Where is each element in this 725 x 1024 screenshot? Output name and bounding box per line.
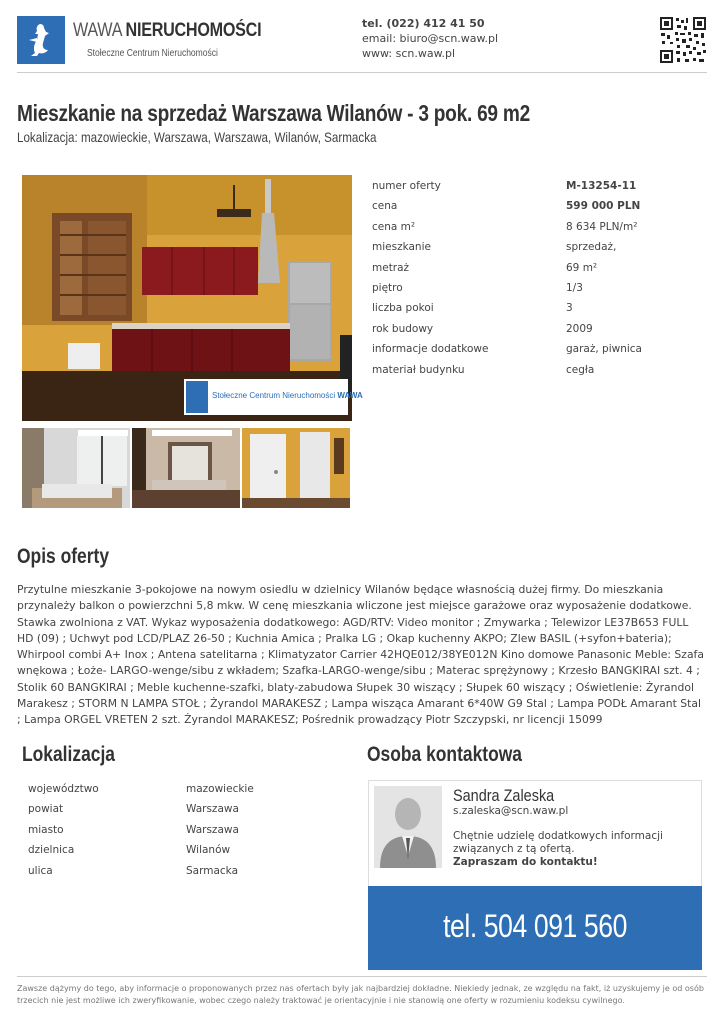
location-value: Warszawa	[186, 823, 239, 836]
location-table	[28, 783, 328, 885]
location-line: Lokalizacja: mazowieckie, Warszawa, Warszawa, Wilanów, Sarmacka	[17, 129, 377, 145]
photo-watermark	[184, 379, 363, 415]
watermark-text: Stołeczne Centrum Nieruchomości WAWA	[212, 391, 363, 400]
header-email[interactable]: email: biuro@scn.waw.pl	[362, 32, 499, 45]
agent-name: Sandra Zaleska	[453, 786, 555, 805]
detail-value: cegła	[566, 363, 595, 376]
agent-cta: Zapraszam do kontaktu!	[453, 856, 598, 868]
agent-phone[interactable]: tel. 504 091 560	[443, 908, 627, 944]
detail-value: 3	[566, 302, 573, 315]
location-heading: Lokalizacja	[22, 743, 116, 766]
detail-label: rok budowy	[372, 322, 434, 335]
offer-details	[372, 178, 672, 382]
location-row	[28, 803, 328, 823]
detail-row	[372, 260, 672, 280]
detail-value: garaż, piwnica	[566, 343, 642, 356]
photo-thumbnail-3[interactable]	[242, 428, 350, 508]
footer-disclaimer: Zawsze dążymy do tego, aby informacje o proponowanych przez nas ofertach były jak najbardziej dokładne. Niekiedy jednak, ze względu na fakt, iż uzyskujemy je od osób trzecich nie jest możliwe ich zweryfikowanie, wobec czego należy traktować je orientacyjnie i nie stanowią one oferty w rozumieniu kodeksu cywilnego.	[17, 984, 704, 1005]
header-divider	[17, 72, 707, 73]
location-value: Warszawa	[186, 803, 239, 816]
detail-row	[372, 280, 672, 300]
header-contact	[362, 16, 498, 61]
header-website[interactable]: www: scn.waw.pl	[362, 47, 456, 60]
location-value: Wilanów	[186, 844, 231, 857]
detail-row	[372, 219, 672, 239]
detail-value: 8 634 PLN/m²	[566, 220, 638, 233]
detail-label: liczba pokoi	[372, 302, 434, 315]
location-row	[28, 844, 328, 864]
person-silhouette-icon	[374, 786, 442, 868]
page-header	[17, 16, 707, 72]
mermaid-logo-icon	[17, 16, 65, 64]
footer-divider	[17, 976, 707, 977]
watermark-logo-icon	[186, 381, 208, 413]
detail-label: metraż	[372, 261, 410, 274]
photo-thumbnail-2[interactable]	[132, 428, 240, 508]
qr-code-icon	[659, 16, 707, 64]
detail-row	[372, 198, 672, 218]
detail-value: 599 000 PLN	[566, 200, 641, 213]
detail-row	[372, 300, 672, 320]
location-label: powiat	[28, 803, 64, 816]
logo[interactable]	[17, 16, 65, 64]
detail-row	[372, 239, 672, 259]
main-photo[interactable]	[22, 175, 363, 421]
detail-label: mieszkanie	[372, 241, 431, 254]
header-phone[interactable]: tel. (022) 412 41 50	[362, 17, 485, 30]
detail-row	[372, 362, 672, 382]
detail-label: materiał budynku	[372, 363, 465, 376]
detail-row	[372, 321, 672, 341]
location-value: mazowieckie	[186, 783, 254, 795]
contact-heading: Osoba kontaktowa	[367, 743, 522, 766]
avatar	[374, 786, 442, 868]
detail-label: numer oferty	[372, 180, 441, 192]
location-label: województwo	[28, 783, 99, 795]
location-label: dzielnica	[28, 844, 75, 857]
detail-label: piętro	[372, 281, 403, 294]
detail-value: 1/3	[566, 281, 583, 294]
agent-info-text: Chętnie udzielę dodatkowych informacji związanych z tą ofertą.	[453, 830, 663, 855]
location-label: ulica	[28, 864, 53, 877]
detail-row	[372, 341, 672, 361]
phone-banner[interactable]	[368, 886, 702, 970]
brand-name: WAWA NIERUCHOMOŚCI	[73, 20, 262, 41]
agent-card	[368, 780, 702, 888]
detail-label: cena	[372, 200, 398, 213]
location-row	[28, 824, 328, 844]
location-row	[28, 783, 328, 803]
agent-info	[453, 830, 693, 869]
location-value: Sarmacka	[186, 864, 238, 877]
detail-value: M-13254-11	[566, 180, 637, 192]
location-row	[28, 865, 328, 885]
detail-label: informacje dodatkowe	[372, 343, 489, 356]
description-text: Przytulne mieszkanie 3-pokojowe na nowym osiedlu w dzielnicy Wilanów będące własnością dużej firmy. Do mieszkania przynależy balkon o powierzchni 5,8 mkw. W cenę mieszkania wliczone jest miejsce garażowe oraz wyposażenie dodatkowe. Stawka zwolniona z VAT. Wykaz wyposażenia dodatkowego: AGD/RTV: Video monitor ; Zmywarka ; Telewizor LE37B653 FULL HD (09) ; Uchwyt pod LCD/PLAZ 26-50 ; Kuchnia Amica ; Pralka LG ; Okap kuchenny AKPO; Zlew BASIL (+syfon+bateria); Whirpool combi A+ Inox ; Antena satelitarna ; Klimatyzator Carrier 42HQE012/38YE012N Kino domowe Panasonic Meble: Szafa wnękowa ; Łoże- LARGO-wenge/sibu z wkładem; Szafka-LARGO-wenge/sibu ; Materac sprężynowy ; Krzesło BANGKIRAI szt. 4 ; Stolik 60 BANGKIRAI ; Meble kuchenne-szafki, blaty-zabudowa Słupek 30 wiszący ; Słupek 60 wiszący ; Oświetlenie: Żyrandol Marakesz ; STORM N LAMPA STOŁ ; Żyrandol MARAKESZ ; Lampa wisząca Amarant 6*40W G9 Stal ; Lampa PODŁ Amarant Stal ; Lampa ORGEL VRETEN 2 szt. Żyrandol MARAKESZ; Pośrednik prowadzący Piotr Szczypski, nr licencji 15099	[17, 583, 704, 727]
detail-label: cena m²	[372, 220, 416, 233]
photo-thumbnail-1[interactable]	[22, 428, 130, 508]
description-heading: Opis oferty	[17, 545, 110, 568]
agent-email[interactable]: s.zaleska@scn.waw.pl	[453, 805, 569, 817]
detail-value: 2009	[566, 322, 593, 335]
page-title: Mieszkanie na sprzedaż Warszawa Wilanów - 3 pok. 69 m2	[17, 100, 530, 126]
brand-subtitle: Stołeczne Centrum Nieruchomości	[87, 48, 218, 59]
detail-value: sprzedaż,	[566, 241, 617, 254]
detail-row	[372, 178, 672, 198]
detail-value: 69 m²	[566, 261, 598, 274]
location-label: miasto	[28, 823, 64, 836]
